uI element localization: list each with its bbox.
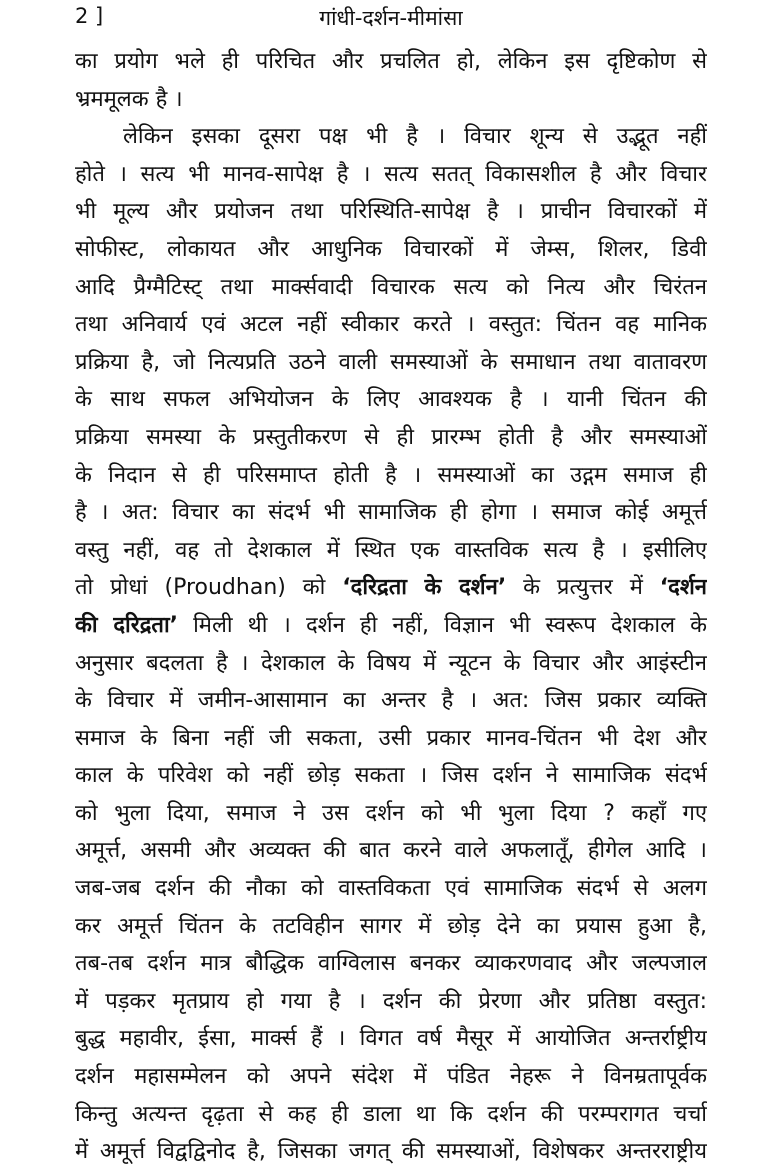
text-segment: समाज के बिना नहीं जी सकता, उसी प्रकार मानव-चिंतन भी देश और xyxy=(75,725,707,751)
text-segment: के प्रत्युत्तर में xyxy=(506,575,660,601)
text-segment: को भुला दिया, समाज ने उस दर्शन को भी भुला दिया ? कहाँ गए xyxy=(75,800,707,826)
text-line xyxy=(75,231,707,269)
text-line xyxy=(75,569,707,607)
text-segment: भ्रममूलक है । xyxy=(75,86,183,112)
text-segment: प्रक्रिया है, जो नित्यप्रति उठने वाली समस्याओं के समाधान तथा वातावरण xyxy=(75,349,707,375)
text-line xyxy=(75,720,707,758)
text-segment: जब-जब दर्शन की नौका को वास्तविकता एवं सामाजिक संदर्भ से अलग xyxy=(75,876,707,902)
text-line xyxy=(75,156,707,194)
running-title: गांधी-दर्शन-मीमांसा xyxy=(319,6,463,30)
text-segment: काल के परिवेश को नहीं छोड़ सकता । जिस दर्शन ने सामाजिक संदर्भ xyxy=(75,763,707,789)
text-segment: अनुसार बदलता है । देशकाल के विषय में न्यूटन के विचार और आइंस्टीन xyxy=(75,650,707,676)
page-number: 2 ] xyxy=(75,4,104,28)
text-segment: मिली थी । दर्शन ही नहीं, विज्ञान भी स्वरूप देशकाल के xyxy=(178,612,707,638)
text-line xyxy=(75,118,707,156)
text-segment: होते । सत्य भी मानव-सापेक्ष है । सत्य सतत् विकासशील है और विचार xyxy=(75,161,707,187)
text-segment: लेकिन इसका दूसरा पक्ष भी है । विचार शून्य से उद्भूत नहीं xyxy=(123,124,707,150)
text-line xyxy=(75,795,707,833)
text-segment: में अमूर्त्त विद्वद्विनोद है, जिसका जगत् की समस्याओं, विशेषकर अन्तरराष्ट्रीय xyxy=(75,1139,707,1165)
text-segment: के साथ सफल अभियोजन के लिए आवश्यक है । यानी चिंतन की xyxy=(75,387,707,413)
text-line xyxy=(75,494,707,532)
text-line xyxy=(75,344,707,382)
text-line xyxy=(75,645,707,683)
text-segment: आदि प्रैग्मैटिस्ट् तथा मार्क्सवादी विचारक सत्य को नित्य और चिरंतन xyxy=(75,274,707,300)
text-segment: भी मूल्य और प्रयोजन तथा परिस्थिति-सापेक्ष है । प्राचीन विचारकों में xyxy=(75,199,707,225)
text-line xyxy=(75,682,707,720)
text-segment: तब-तब दर्शन मात्र बौद्धिक वाग्विलास बनकर व्याकरणवाद और जल्पजाल xyxy=(75,951,707,977)
text-segment: किन्तु अत्यन्त दृढ़ता से कह ही डाला था कि दर्शन की परम्परागत चर्चा xyxy=(75,1101,707,1127)
text-line xyxy=(75,457,707,495)
text-segment: का प्रयोग भले ही परिचित और प्रचलित हो, लेकिन इस दृष्टिकोण से xyxy=(75,49,707,74)
text-segment: तथा अनिवार्य एवं अटल नहीं स्वीकार करते । वस्तुत: चिंतन वह मानिक xyxy=(75,312,707,338)
body-text xyxy=(75,43,707,1171)
text-line xyxy=(75,306,707,344)
text-segment: बुद्ध महावीर, ईसा, मार्क्स हैं । विगत वर्ष मैसूर में आयोजित अन्तर्राष्ट्रीय xyxy=(75,1026,707,1052)
page-header xyxy=(75,4,707,34)
text-segment: तो प्रोधां (Proudhan) को xyxy=(75,575,343,601)
text-segment: प्रक्रिया समस्या के प्रस्तुतीकरण से ही प्रारम्भ होती है और समस्याओं xyxy=(75,424,707,450)
text-line xyxy=(75,381,707,419)
text-segment: के निदान से ही परिसमाप्त होती है । समस्याओं का उद्गम समाज ही xyxy=(75,462,707,488)
text-line xyxy=(75,983,707,1021)
bold-phrase: की दरिद्रता’ xyxy=(75,612,179,638)
text-line xyxy=(75,419,707,457)
text-line xyxy=(75,1020,707,1058)
text-segment: वस्तु नहीं, वह तो देशकाल में स्थित एक वास्तविक सत्य है । इसीलिए xyxy=(75,537,707,563)
bold-phrase: ‘दरिद्रता के दर्शन’ xyxy=(342,575,507,601)
text-line xyxy=(75,193,707,231)
text-segment: के विचार में जमीन-आसामान का अन्तर है । अत: जिस प्रकार व्यक्ति xyxy=(75,688,707,714)
text-segment: दर्शन महासम्मेलन को अपने संदेश में पंडित नेहरू ने विनम्रतापूर्वक xyxy=(75,1064,707,1090)
text-segment: अमूर्त्त, असमी और अव्यक्त की बात करने वाले अफलातूँ, हीगेल आदि । xyxy=(75,838,707,864)
text-line xyxy=(75,532,707,570)
bold-phrase: ‘दर्शन xyxy=(659,575,707,601)
text-line xyxy=(75,1096,707,1134)
text-line xyxy=(75,81,707,119)
text-line xyxy=(75,1133,707,1171)
text-line xyxy=(75,945,707,983)
text-segment: में पड़कर मृतप्राय हो गया है । दर्शन की प्रेरणा और प्रतिष्ठा वस्तुत: xyxy=(75,988,707,1014)
text-segment: कर अमूर्त्त चिंतन के तटविहीन सागर में छोड़ देने का प्रयास हुआ है, xyxy=(75,913,707,939)
text-line xyxy=(75,908,707,946)
text-line xyxy=(75,43,707,81)
text-segment: है । अत: विचार का संदर्भ भी सामाजिक ही होगा । समाज कोई अमूर्त्त xyxy=(75,500,707,526)
text-line xyxy=(75,832,707,870)
text-segment: सोफीस्ट, लोकायत और आधुनिक विचारकों में जेम्स, शिलर, डिवी xyxy=(75,236,707,262)
text-line xyxy=(75,1058,707,1096)
text-line xyxy=(75,757,707,795)
text-line xyxy=(75,607,707,645)
text-line xyxy=(75,870,707,908)
text-line xyxy=(75,269,707,307)
